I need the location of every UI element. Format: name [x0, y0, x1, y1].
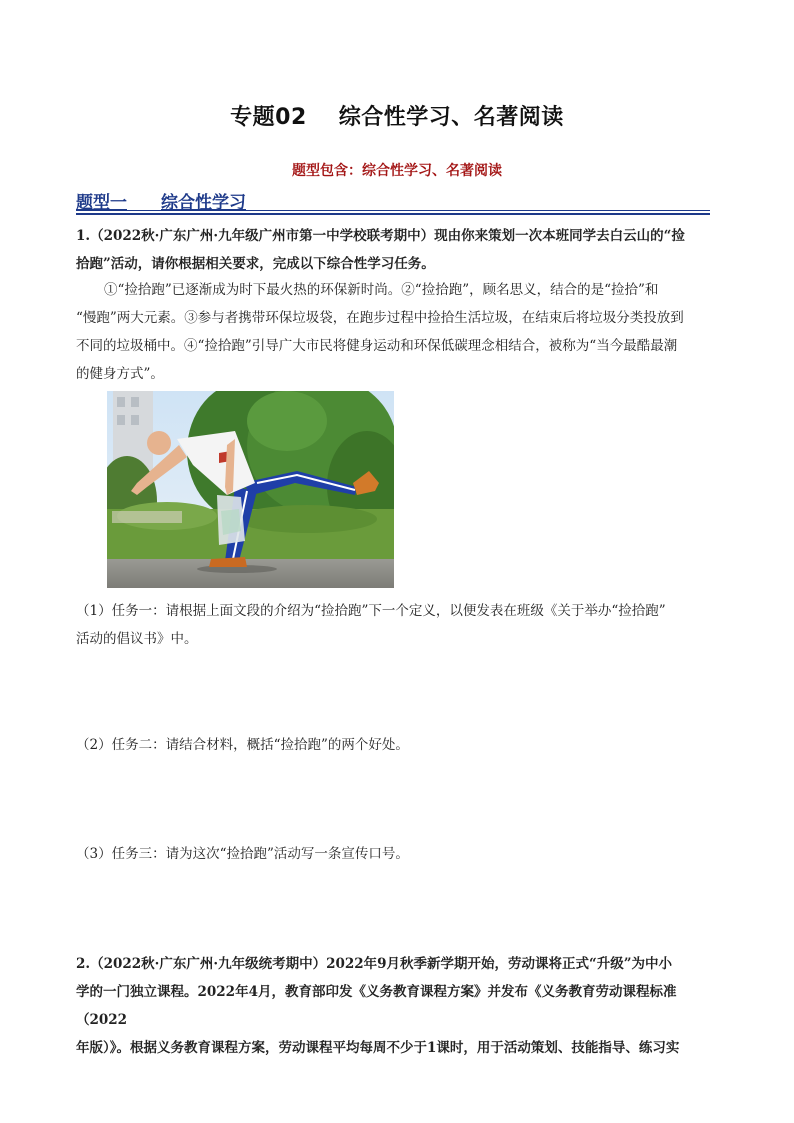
- plogging-photo: [107, 391, 394, 588]
- subtitle: 题型包含：综合性学习、名著阅读: [292, 163, 502, 179]
- q1-task2: （2）任务二：请结合材料，概括“捡拾跑”的两个好处。: [76, 737, 409, 753]
- q1-stem-line2: 拾跑”活动，请你根据相关要求，完成以下综合性学习任务。: [76, 256, 435, 272]
- q2-stem: [76, 950, 716, 1062]
- q2-line3: 年版）》。根据义务教育课程方案，劳动课程平均每周不少于1课时，用于活动策划、技能指导、练习实: [76, 1040, 680, 1056]
- q1-material-line4: 的健身方式”。: [76, 366, 164, 382]
- q1-material-line1: ①“捡拾跑”已逐渐成为时下最火热的环保新时尚。②“捡拾跑”，顾名思义，结合的是“捡拾”和: [104, 282, 659, 298]
- section-divider: [76, 213, 710, 215]
- q1-material: [76, 276, 716, 388]
- q1-task1: [76, 597, 716, 653]
- q1-task1-line1: （1）任务一：请根据上面文段的介绍为“捡拾跑”下一个定义，以便发表在班级《关于举办“捡拾跑”: [76, 603, 666, 619]
- q1-material-line3: 不同的垃圾桶中。④“捡拾跑”引导广大市民将健身运动和环保低碳理念相结合，被称为“当今最酷最潮: [76, 338, 678, 354]
- section-header: [76, 188, 710, 211]
- q1-stem-line1: 1.（2022秋·广东广州·九年级广州市第一中学校联考期中）现由你来策划一次本班同学去白云山的“捡: [76, 228, 685, 244]
- q1-stem: [76, 222, 716, 278]
- title-topic: 综合性学习、名著阅读: [338, 105, 564, 130]
- q2-line1: 2.（2022秋·广东广州·九年级统考期中）2022年9月秋季新学期开始，劳动课将正式“升级”为中小: [76, 956, 673, 972]
- q2-line2: 学的一门独立课程。2022年4月，教育部印发《义务教育课程方案》并发布《义务教育劳动课程标准（2022: [76, 984, 677, 1028]
- section-label: 题型一: [76, 193, 127, 213]
- q1-material-line2: “慢跑”两大元素。③参与者携带环保垃圾袋，在跑步过程中捡拾生活垃圾，在结束后将垃圾分类投放到: [76, 310, 684, 326]
- title-number: 专题02: [230, 105, 307, 130]
- q1-task1-answer-space[interactable]: [76, 656, 716, 716]
- q1-task2-answer-space[interactable]: [76, 764, 716, 824]
- section-name: 综合性学习: [161, 193, 246, 213]
- q1-task3: （3）任务三：请为这次“捡拾跑”活动写一条宣传口号。: [76, 846, 409, 862]
- plogging-photo-illustration: [107, 391, 394, 588]
- page-title: [0, 100, 794, 131]
- q1-task1-line2: 活动的倡议书》中。: [76, 631, 198, 647]
- q1-task3-answer-space[interactable]: [76, 873, 716, 933]
